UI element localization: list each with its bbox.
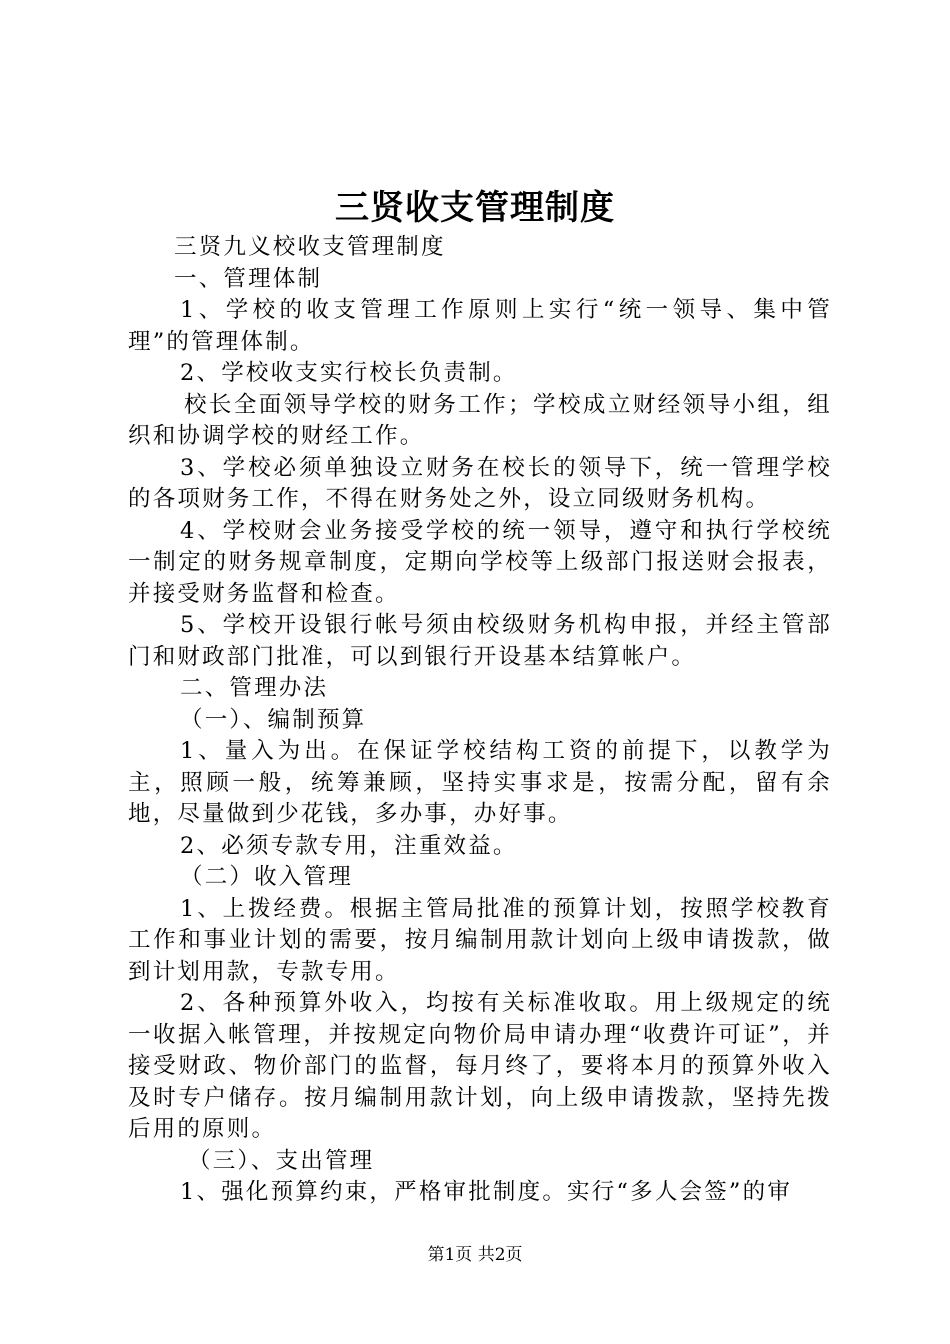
paragraph: 3、学校必须单独设立财务在校长的领导下，统一管理学校的各项财务工作，不得在财务处之外，设立同级财务机构。 [128, 454, 832, 512]
paragraph: 校长全面领导学校的财务工作；学校成立财经领导小组，组织和协调学校的财经工作。 [128, 391, 832, 449]
document-body [128, 232, 832, 1209]
paragraph: 2、必须专款专用，注重效益。 [180, 832, 518, 859]
subsection-heading: （二）收入管理 [180, 864, 353, 890]
paragraph: 4、学校财会业务接受学校的统一领导，遵守和执行学校统一制定的财务规章制度，定期向学校等上级部门报送财会报表，并接受财务监督和检查。 [128, 517, 832, 607]
paragraph: 1、上拨经费。根据主管局批准的预算计划，按照学校教育工作和事业计划的需要，按月编制用款计划向上级申请拨款，做到计划用款，专款专用。 [128, 895, 832, 985]
paragraph: 2、学校收支实行校长负责制。 [180, 360, 518, 386]
paragraph: 5、学校开设银行帐号须由校级财务机构申报，并经主管部门和财政部门批准，可以到银行开设基本结算帐户。 [128, 612, 832, 670]
paragraph: 1、强化预算约束，严格审批制度。实行“多人会签”的审 [180, 1179, 793, 1205]
paragraph: 2、各种预算外收入，均按有关标准收取。用上级规定的统一收据入帐管理，并按规定向物价局申请办理“收费许可证”，并接受财政、物价部门的监督，每月终了，要将本月的预算外收入及时专户储存。按月编制用款计划，向上级申请拨款，坚持先拨后用的原则。 [128, 990, 832, 1142]
paragraph: 1、学校的收支管理工作原则上实行“统一领导、集中管理”的管理体制。 [128, 297, 832, 355]
page-footer: 第1页 共2页 [427, 1245, 523, 1265]
section-heading-2: 二、管理办法 [180, 675, 329, 701]
document-title: 三贤收支管理制度 [335, 188, 615, 228]
paragraph: 1、量入为出。在保证学校结构工资的前提下，以教学为主，照顾一般，统筹兼顾，坚持实事求是，按需分配，留有余地，尽量做到少花钱，多办事，办好事。 [128, 738, 832, 827]
paragraph-subtitle: 三贤九义校收支管理制度 [174, 234, 446, 260]
section-heading-1: 一、管理体制 [174, 265, 323, 292]
subsection-heading: （一）、编制预算 [180, 706, 367, 733]
subsection-heading: （三）、支出管理 [188, 1147, 375, 1174]
